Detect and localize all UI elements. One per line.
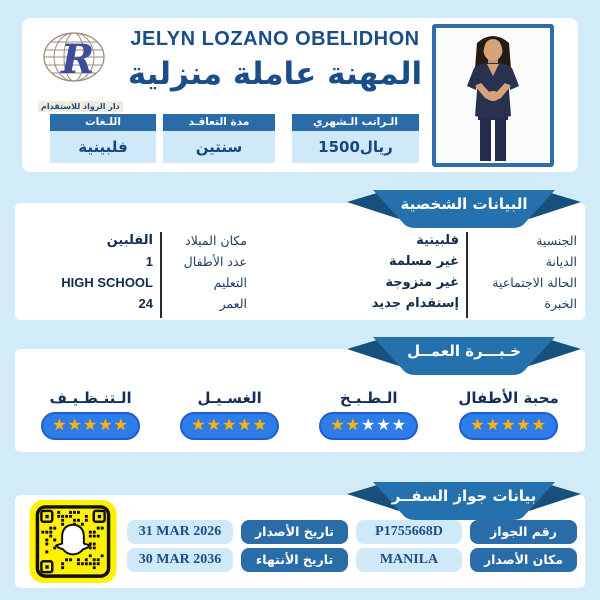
personal-fields-left — [25, 230, 247, 318]
religion-value: غير مسلمة — [389, 254, 459, 269]
header-card — [22, 18, 578, 172]
contract-duration-value: سنتين — [163, 131, 275, 163]
experience-value: إستقدام جديد — [371, 296, 459, 311]
contract-duration-box — [163, 114, 275, 163]
snapcode-icon — [28, 500, 118, 583]
divider-line — [160, 232, 162, 318]
star-filled-icon: ★ — [113, 415, 129, 434]
issue-place-value: MANILA — [356, 548, 462, 572]
passport-data-section — [15, 479, 585, 591]
skill-laundry-label: الغسـيـل — [197, 389, 262, 407]
profession-title: المهنة عاملة منزلية — [127, 56, 423, 92]
issue-date-label: تاريخ الأصدار — [241, 520, 348, 544]
education-label: التعليم — [213, 275, 247, 290]
skill-childcare-rating — [459, 412, 558, 440]
star-filled-icon: ★ — [252, 415, 268, 434]
marital-status-value: غير متزوجة — [385, 275, 459, 290]
monthly-salary-label: الـراتب الـشهري — [292, 114, 419, 131]
skill-cleaning-rating — [41, 412, 140, 440]
skill-cleaning-label: الـتنـظـيـف — [49, 389, 132, 407]
birthplace-label: مكان الميلاد — [185, 233, 247, 248]
skill-childcare — [458, 389, 558, 440]
personal-fields-right — [339, 230, 577, 318]
star-filled-icon: ★ — [237, 415, 253, 434]
personal-data-section — [15, 187, 585, 323]
passport-number-value: P1755668D — [356, 520, 462, 544]
agency-logo — [38, 30, 120, 113]
star-filled-icon: ★ — [206, 415, 222, 434]
star-filled-icon: ★ — [470, 415, 486, 434]
skill-cleaning — [41, 389, 140, 440]
star-empty-icon: ★ — [391, 415, 408, 434]
expiry-date-value: 30 MAR 2036 — [127, 548, 233, 572]
skill-cooking — [319, 389, 418, 440]
work-experience-section — [15, 334, 585, 456]
skill-laundry-rating — [180, 412, 279, 440]
passport-data-ribbon — [347, 479, 581, 521]
star-filled-icon: ★ — [516, 415, 532, 434]
age-label: العمر — [219, 296, 247, 311]
worker-photo — [432, 24, 554, 167]
passport-rows — [127, 520, 577, 572]
experience-label: الخبرة — [544, 296, 577, 311]
star-filled-icon: ★ — [500, 415, 517, 434]
worker-portrait-illustration — [436, 28, 550, 163]
skills-row — [21, 389, 579, 440]
children-count-label: عدد الأطفال — [183, 254, 247, 269]
passport-data-title: بيانات جواز السفــر — [391, 487, 537, 505]
star-filled-icon: ★ — [531, 415, 547, 434]
passport-number-label: رقم الجواز — [470, 520, 577, 544]
nationality-value: فلبينية — [416, 233, 459, 248]
personal-data-title: البيانات الشخصية — [400, 195, 528, 213]
star-filled-icon: ★ — [52, 415, 68, 434]
skill-childcare-label: محبة الأطفال — [458, 389, 559, 407]
star-filled-icon: ★ — [330, 415, 346, 434]
star-filled-icon: ★ — [67, 415, 83, 434]
languages-value: فلبينية — [50, 131, 156, 163]
children-count-value: 1 — [145, 254, 153, 269]
globe-logo-icon — [41, 30, 111, 90]
personal-labels-left — [169, 230, 247, 318]
divider-line — [466, 232, 468, 318]
contract-duration-label: مدة التعاقـد — [163, 114, 275, 131]
star-empty-icon: ★ — [361, 415, 377, 434]
personal-values-right — [339, 230, 459, 318]
skill-laundry — [180, 389, 279, 440]
star-filled-icon: ★ — [98, 415, 114, 434]
issue-place-label: مكان الأصدار — [470, 548, 577, 572]
monthly-salary-box — [292, 114, 419, 163]
star-filled-icon: ★ — [485, 415, 501, 434]
star-filled-icon: ★ — [221, 415, 238, 434]
marital-status-label: الحالة الاجتماعية — [492, 275, 577, 290]
education-value: HIGH SCHOOL — [61, 275, 153, 290]
monthly-salary-value: 1500ريال — [292, 131, 419, 163]
skill-cooking-label: الـطـبـخ — [339, 389, 398, 407]
issue-date-value: 31 MAR 2026 — [127, 520, 233, 544]
star-empty-icon: ★ — [376, 415, 392, 434]
languages-label: اللـغات — [50, 114, 156, 131]
expiry-date-label: تاريخ الأنتهاء — [241, 548, 348, 572]
star-filled-icon: ★ — [345, 415, 362, 434]
personal-values-left — [25, 230, 153, 318]
work-experience-ribbon — [347, 334, 581, 376]
work-experience-title: خـبـــرة العمــل — [407, 342, 521, 360]
worker-name: JELYN LOZANO OBELIDHON — [130, 28, 420, 50]
personal-data-ribbon — [347, 187, 581, 229]
agency-name-caption: دار الرواد للاستقدام — [38, 101, 123, 112]
snapchat-qr-code — [28, 500, 118, 583]
logo-monogram: R — [61, 36, 95, 83]
birthplace-value: الفلبين — [106, 233, 153, 248]
star-filled-icon: ★ — [82, 415, 99, 434]
star-filled-icon: ★ — [191, 415, 207, 434]
passport-row-2 — [127, 548, 577, 572]
languages-box — [50, 114, 156, 163]
personal-labels-right — [475, 230, 577, 318]
age-value: 24 — [138, 296, 153, 311]
religion-label: الديانة — [545, 254, 577, 269]
nationality-label: الجنسية — [536, 233, 577, 248]
skill-cooking-rating — [319, 412, 418, 440]
passport-row-1 — [127, 520, 577, 544]
